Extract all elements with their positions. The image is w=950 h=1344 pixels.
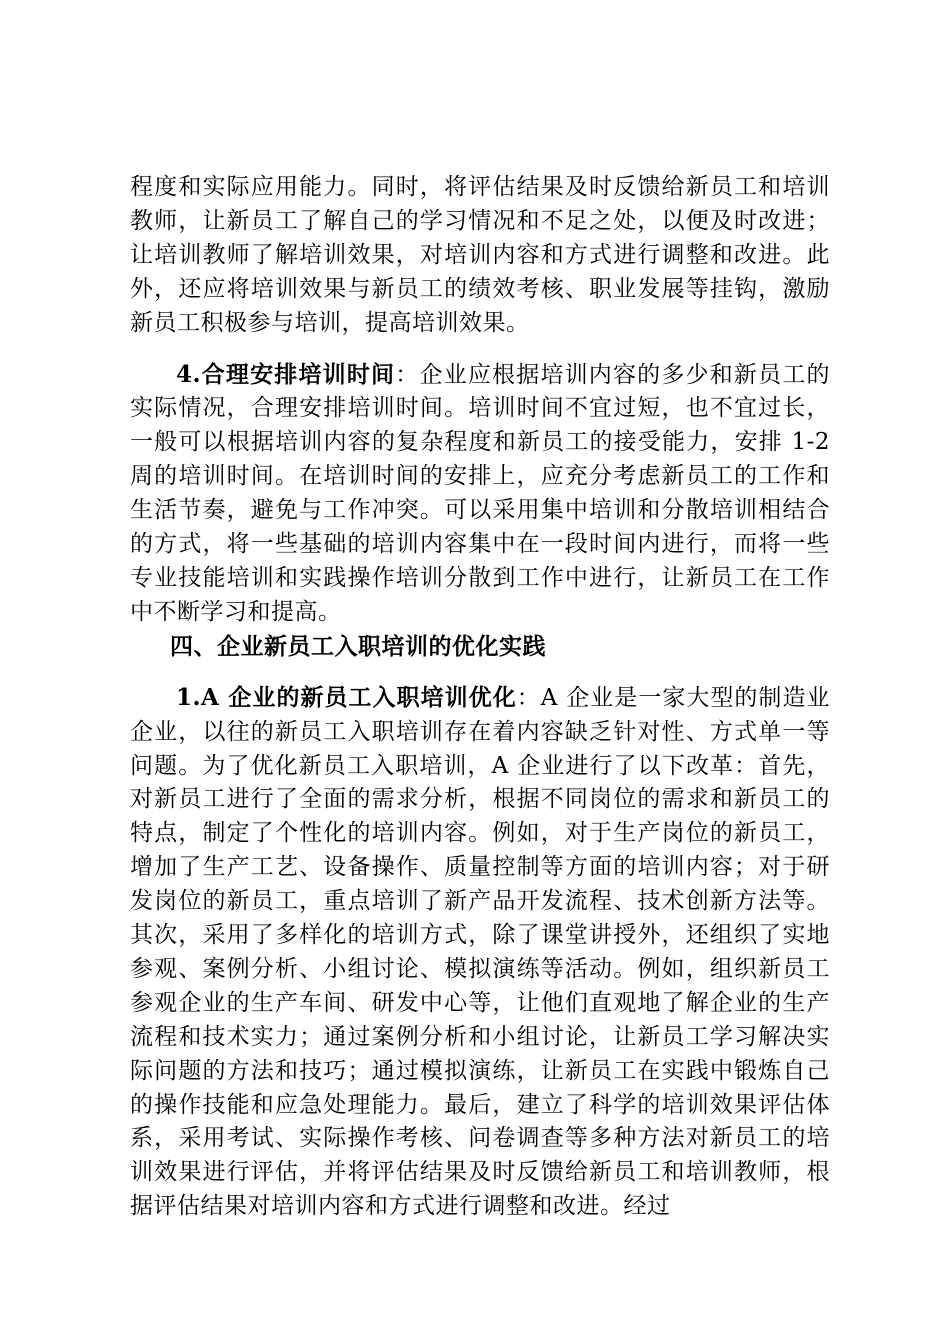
paragraph-body: ：企业应根据培训内容的多少和新员工的实际情况，合理安排培训时间。培训时间不宜过短，也不宜过长，一般可以根据培训内容的复杂程度和新员工的接受能力，安排 1-2 周的培训时间。在培训时间的安排上，应充分考虑新员工的工作和生活节奏，避免与工作冲突。可以采用集中培训和分散培训相结合的方式，将一些基础的培训内容集中在一段时间内进行，而将一些专业技能培训和实践操作培训分散到工作中进行，让新员工在工作中不断学习和提高。 xyxy=(130,361,831,625)
paragraph-evaluation-feedback: 程度和实际应用能力。同时，将评估结果及时反馈给新员工和培训教师，让新员工了解自己的学习情况和不足之处，以便及时改进；让培训教师了解培训效果，对培训内容和方式进行调整和改进。此外，还应将培训效果与新员工的绩效考核、职业发展等挂钩，激励新员工积极参与培训，提高培训效果。 xyxy=(130,174,830,336)
paragraph-label: 1.A 企业的新员工入职培训优化 xyxy=(176,683,517,711)
paragraph-case-a-company xyxy=(130,681,830,1225)
paragraph-body: ：A 企业是一家大型的制造业企业，以往的新员工入职培训存在着内容缺乏针对性、方式单一等问题。为了优化新员工入职培训，A 企业进行了以下改革：首先，对新员工进行了全面的需求分析，根据不同岗位的需求和新员工的特点，制定了个性化的培训内容。例如，对于生产岗位的新员工，增加了生产工艺、设备操作、质量控制等方面的培训内容；对于研发岗位的新员工，重点培训了新产品开发流程、技术创新方法等。其次，采用了多样化的培训方式，除了课堂讲授外，还组织了实地参观、案例分析、小组讨论、模拟演练等活动。例如，组织新员工参观企业的生产车间、研发中心等，让他们直观地了解企业的生产流程和技术实力；通过案例分析和小组讨论，让新员工学习解决实际问题的方法和技巧；通过模拟演练，让新员工在实践中锻炼自己的操作技能和应急处理能力。最后，建立了科学的培训效果评估体系，采用考试、实际操作考核、问卷调查等多种方法对新员工的培训效果进行评估，并将评估结果及时反馈给新员工和培训教师，根据评估结果对培训内容和方式进行调整和改进。经过 xyxy=(130,684,830,1220)
paragraph-label: 4.合理安排培训时间 xyxy=(176,360,396,388)
paragraph-training-schedule xyxy=(130,358,830,630)
document-page xyxy=(130,171,830,1224)
section-heading: 四、企业新员工入职培训的优化实践 xyxy=(170,632,546,660)
